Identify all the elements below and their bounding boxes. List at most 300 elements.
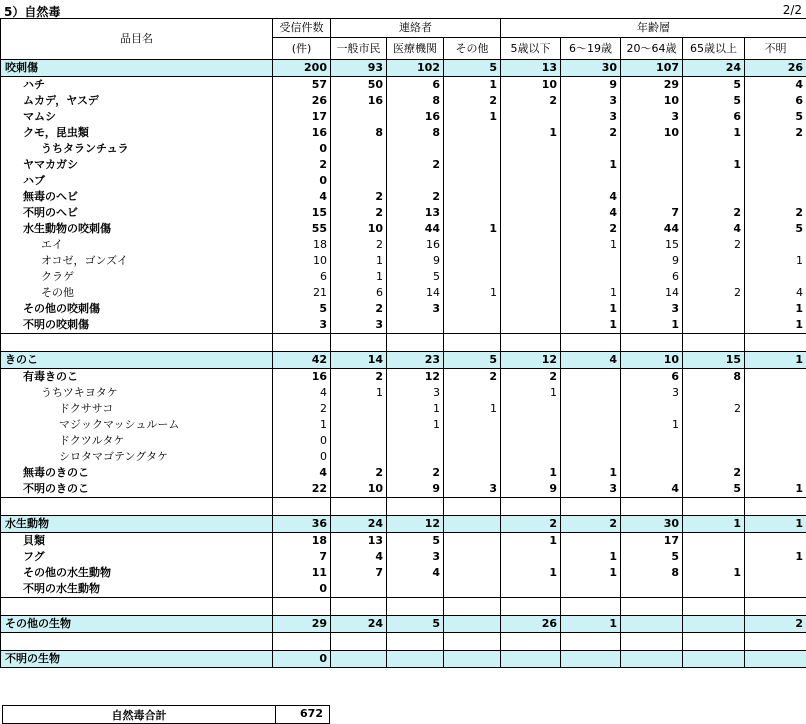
count-cell: 1	[444, 77, 501, 94]
received-count: 2	[273, 157, 331, 173]
count-cell	[444, 565, 501, 581]
received-count: 16	[273, 125, 331, 141]
age-header: 年齢層	[501, 19, 806, 38]
empty-cell	[561, 633, 621, 651]
item-name: その他の生物	[1, 616, 273, 633]
item-name: マジックマッシュルーム	[1, 417, 273, 433]
empty-cell	[273, 334, 331, 352]
count-cell: 9	[621, 253, 683, 269]
count-cell	[501, 651, 561, 668]
table-row	[1, 221, 806, 237]
count-cell: 10	[501, 77, 561, 94]
empty-cell	[561, 334, 621, 352]
col-header: 20～64歳	[621, 38, 683, 60]
count-cell	[745, 385, 806, 401]
count-cell	[745, 565, 806, 581]
received-count: 200	[273, 60, 331, 77]
count-cell: 1	[745, 317, 806, 334]
count-cell: 1	[683, 565, 745, 581]
total-label: 自然毒合計	[3, 707, 275, 723]
count-cell: 2	[501, 93, 561, 109]
col-header: 不明	[745, 38, 806, 60]
count-cell: 1	[501, 125, 561, 141]
empty-cell	[387, 334, 444, 352]
received-count: 0	[273, 651, 331, 668]
col-header: 医療機関	[387, 38, 444, 60]
received-count: 15	[273, 205, 331, 221]
count-cell: 6	[387, 77, 444, 94]
count-cell: 3	[387, 385, 444, 401]
received-count: 4	[273, 189, 331, 205]
count-cell: 7	[331, 565, 387, 581]
table-row	[1, 417, 806, 433]
table-row	[1, 401, 806, 417]
count-cell: 5	[683, 77, 745, 94]
item-name: きのこ	[1, 352, 273, 369]
item-name-header: 品目名	[1, 19, 273, 60]
empty-cell	[561, 598, 621, 616]
item-name: ハチ	[1, 77, 273, 94]
count-cell: 4	[621, 481, 683, 498]
count-cell: 1	[501, 385, 561, 401]
count-cell: 2	[683, 465, 745, 481]
count-cell	[387, 581, 444, 598]
col-header: その他	[444, 38, 501, 60]
item-name: 水生動物	[1, 516, 273, 533]
count-cell	[683, 616, 745, 633]
count-cell	[745, 269, 806, 285]
count-cell	[387, 173, 444, 189]
empty-cell	[1, 633, 273, 651]
category-row	[1, 60, 806, 77]
count-cell: 6	[621, 269, 683, 285]
item-name: 不明のヘビ	[1, 205, 273, 221]
count-cell: 9	[501, 481, 561, 498]
count-cell: 1	[745, 253, 806, 269]
count-cell: 2	[745, 205, 806, 221]
count-cell: 2	[444, 369, 501, 386]
count-cell: 2	[331, 189, 387, 205]
table-row	[1, 533, 806, 550]
count-cell: 24	[331, 616, 387, 633]
table-row	[1, 157, 806, 173]
count-cell	[501, 301, 561, 317]
count-cell	[331, 581, 387, 598]
received-count: 29	[273, 616, 331, 633]
count-cell: 2	[745, 616, 806, 633]
count-cell	[331, 433, 387, 449]
count-cell: 6	[331, 285, 387, 301]
count-cell	[683, 301, 745, 317]
count-cell	[501, 109, 561, 125]
count-cell: 1	[683, 516, 745, 533]
category-row	[1, 516, 806, 533]
count-cell: 10	[621, 93, 683, 109]
received-count: 16	[273, 369, 331, 386]
count-cell: 1	[683, 157, 745, 173]
table-row	[1, 317, 806, 334]
count-cell: 3	[561, 93, 621, 109]
count-cell: 8	[387, 125, 444, 141]
count-cell: 2	[683, 237, 745, 253]
count-cell	[621, 157, 683, 173]
received-count: 0	[273, 449, 331, 465]
count-cell	[331, 141, 387, 157]
count-cell	[561, 651, 621, 668]
count-cell: 1	[561, 157, 621, 173]
count-cell	[745, 465, 806, 481]
col-header: 65歳以上	[683, 38, 745, 60]
count-cell: 29	[621, 77, 683, 94]
item-name: 貝類	[1, 533, 273, 550]
count-cell: 2	[501, 369, 561, 386]
count-cell	[444, 125, 501, 141]
count-cell	[444, 205, 501, 221]
count-cell	[745, 401, 806, 417]
empty-cell	[561, 498, 621, 516]
count-cell	[745, 173, 806, 189]
table-row	[1, 549, 806, 565]
count-cell: 5	[387, 533, 444, 550]
count-cell	[501, 269, 561, 285]
empty-cell	[331, 498, 387, 516]
received-count: 42	[273, 352, 331, 369]
item-name: ドクツルタケ	[1, 433, 273, 449]
item-name: 不明のきのこ	[1, 481, 273, 498]
count-cell: 2	[683, 205, 745, 221]
count-cell	[561, 533, 621, 550]
received-count: 22	[273, 481, 331, 498]
empty-cell	[387, 498, 444, 516]
item-name: クモ，昆虫類	[1, 125, 273, 141]
count-cell: 5	[621, 549, 683, 565]
count-cell: 1	[561, 285, 621, 301]
count-cell	[683, 317, 745, 334]
count-cell: 4	[331, 549, 387, 565]
count-cell: 2	[331, 205, 387, 221]
count-cell	[501, 549, 561, 565]
received-count: 55	[273, 221, 331, 237]
count-cell: 4	[745, 285, 806, 301]
count-cell: 5	[387, 269, 444, 285]
count-cell: 8	[621, 565, 683, 581]
natural-toxin-table	[0, 18, 806, 668]
received-count: 10	[273, 253, 331, 269]
count-cell	[683, 417, 745, 433]
empty-cell	[683, 498, 745, 516]
item-name: ドクササコ	[1, 401, 273, 417]
table-row	[1, 481, 806, 498]
count-cell: 2	[331, 369, 387, 386]
count-cell: 10	[331, 481, 387, 498]
count-cell	[561, 173, 621, 189]
count-cell: 1	[501, 565, 561, 581]
count-cell: 1	[561, 465, 621, 481]
col-header: 6～19歳	[561, 38, 621, 60]
count-cell: 26	[501, 616, 561, 633]
table-row	[1, 125, 806, 141]
count-cell: 5	[745, 221, 806, 237]
count-cell: 1	[501, 533, 561, 550]
count-cell: 2	[387, 157, 444, 173]
received-count: 1	[273, 417, 331, 433]
empty-cell	[745, 334, 806, 352]
count-cell: 1	[387, 417, 444, 433]
received-count: 11	[273, 565, 331, 581]
count-cell	[683, 385, 745, 401]
spacer-row	[1, 598, 806, 616]
empty-cell	[745, 498, 806, 516]
count-cell: 1	[444, 401, 501, 417]
count-cell	[444, 417, 501, 433]
empty-cell	[1, 334, 273, 352]
count-cell	[387, 651, 444, 668]
empty-cell	[683, 633, 745, 651]
count-cell: 2	[331, 465, 387, 481]
item-name: ハブ	[1, 173, 273, 189]
count-cell: 1	[444, 221, 501, 237]
count-cell: 1	[501, 465, 561, 481]
empty-cell	[273, 498, 331, 516]
count-cell: 13	[331, 533, 387, 550]
table-row	[1, 189, 806, 205]
count-cell	[561, 581, 621, 598]
count-cell: 6	[683, 109, 745, 125]
count-cell	[561, 253, 621, 269]
count-cell: 5	[387, 616, 444, 633]
count-cell: 1	[621, 317, 683, 334]
count-cell: 10	[621, 352, 683, 369]
count-cell	[444, 173, 501, 189]
count-cell	[501, 237, 561, 253]
count-cell	[444, 651, 501, 668]
received-count: 3	[273, 317, 331, 334]
count-cell: 8	[387, 93, 444, 109]
count-cell: 2	[444, 93, 501, 109]
empty-cell	[621, 633, 683, 651]
item-name: オコゼ，ゴンズイ	[1, 253, 273, 269]
count-cell: 26	[745, 60, 806, 77]
count-cell: 7	[621, 205, 683, 221]
category-row	[1, 352, 806, 369]
count-cell: 2	[331, 237, 387, 253]
count-cell	[331, 109, 387, 125]
item-name: 無毒のヘビ	[1, 189, 273, 205]
count-cell: 3	[621, 385, 683, 401]
total-divider	[275, 706, 276, 723]
count-cell	[621, 465, 683, 481]
count-cell: 2	[561, 516, 621, 533]
empty-cell	[683, 598, 745, 616]
count-cell	[444, 317, 501, 334]
received-count: 18	[273, 533, 331, 550]
count-cell	[683, 433, 745, 449]
count-cell: 3	[621, 301, 683, 317]
count-cell: 16	[331, 93, 387, 109]
received-count: 21	[273, 285, 331, 301]
received-count: 17	[273, 109, 331, 125]
count-cell: 2	[683, 285, 745, 301]
empty-cell	[1, 498, 273, 516]
count-cell: 8	[331, 125, 387, 141]
count-cell	[444, 269, 501, 285]
count-cell	[745, 433, 806, 449]
category-row	[1, 616, 806, 633]
count-cell	[444, 253, 501, 269]
count-cell	[444, 141, 501, 157]
empty-cell	[683, 334, 745, 352]
count-cell	[444, 385, 501, 401]
count-cell: 10	[621, 125, 683, 141]
count-cell: 13	[501, 60, 561, 77]
spacer-row	[1, 633, 806, 651]
count-cell	[745, 533, 806, 550]
count-cell: 4	[745, 77, 806, 94]
count-cell: 5	[444, 60, 501, 77]
count-cell: 2	[387, 465, 444, 481]
count-cell: 2	[387, 189, 444, 205]
item-name: マムシ	[1, 109, 273, 125]
count-cell: 24	[331, 516, 387, 533]
empty-cell	[621, 598, 683, 616]
count-cell	[621, 449, 683, 465]
count-cell	[745, 417, 806, 433]
count-cell: 9	[387, 481, 444, 498]
item-name: フグ	[1, 549, 273, 565]
table-row	[1, 301, 806, 317]
count-cell	[745, 237, 806, 253]
empty-cell	[387, 633, 444, 651]
count-cell: 3	[561, 481, 621, 498]
item-name: 水生動物の咬刺傷	[1, 221, 273, 237]
count-cell: 13	[387, 205, 444, 221]
count-cell: 5	[745, 109, 806, 125]
count-cell: 1	[745, 516, 806, 533]
count-cell: 1	[561, 317, 621, 334]
table-row	[1, 109, 806, 125]
item-name: その他の水生動物	[1, 565, 273, 581]
empty-cell	[444, 334, 501, 352]
count-cell	[387, 317, 444, 334]
empty-cell	[444, 498, 501, 516]
count-cell	[621, 173, 683, 189]
count-cell	[561, 433, 621, 449]
received-count: 26	[273, 93, 331, 109]
count-cell	[745, 141, 806, 157]
total-box	[2, 705, 330, 724]
count-cell	[683, 581, 745, 598]
table-row	[1, 465, 806, 481]
count-cell	[501, 433, 561, 449]
count-cell: 12	[387, 369, 444, 386]
count-cell	[444, 237, 501, 253]
count-cell: 1	[331, 385, 387, 401]
received-count: 57	[273, 77, 331, 94]
table-row	[1, 565, 806, 581]
count-cell: 3	[387, 549, 444, 565]
received-count: 5	[273, 301, 331, 317]
count-cell	[501, 141, 561, 157]
table-row	[1, 205, 806, 221]
item-name: 無毒のきのこ	[1, 465, 273, 481]
empty-cell	[745, 598, 806, 616]
count-cell	[745, 651, 806, 668]
count-cell: 2	[331, 301, 387, 317]
count-cell: 2	[683, 401, 745, 417]
count-cell	[501, 221, 561, 237]
table-row	[1, 269, 806, 285]
empty-cell	[501, 334, 561, 352]
spacer-row	[1, 498, 806, 516]
item-name: 咬刺傷	[1, 60, 273, 77]
count-cell: 1	[444, 109, 501, 125]
empty-cell	[273, 598, 331, 616]
received-count: 0	[273, 173, 331, 189]
count-cell: 12	[501, 352, 561, 369]
count-cell	[745, 189, 806, 205]
table-row	[1, 77, 806, 94]
total-value: 672	[300, 707, 323, 720]
count-cell	[561, 417, 621, 433]
empty-cell	[444, 598, 501, 616]
count-cell	[621, 141, 683, 157]
count-cell: 107	[621, 60, 683, 77]
count-cell	[331, 173, 387, 189]
count-cell	[745, 449, 806, 465]
empty-cell	[501, 633, 561, 651]
count-cell	[501, 189, 561, 205]
count-cell	[501, 173, 561, 189]
count-cell: 1	[745, 352, 806, 369]
received-count: 18	[273, 237, 331, 253]
count-cell: 16	[387, 237, 444, 253]
empty-cell	[1, 598, 273, 616]
count-cell: 1	[683, 125, 745, 141]
count-cell: 5	[444, 352, 501, 369]
count-cell: 14	[621, 285, 683, 301]
item-name: その他	[1, 285, 273, 301]
count-cell	[683, 651, 745, 668]
count-cell	[683, 533, 745, 550]
count-cell: 1	[444, 285, 501, 301]
count-cell	[621, 581, 683, 598]
item-name: 不明の咬刺傷	[1, 317, 273, 334]
received-count: 0	[273, 141, 331, 157]
count-cell	[444, 157, 501, 173]
count-cell	[444, 465, 501, 481]
count-cell	[501, 253, 561, 269]
count-cell	[444, 516, 501, 533]
count-cell	[683, 253, 745, 269]
table-row	[1, 581, 806, 598]
count-cell	[501, 157, 561, 173]
count-cell: 16	[387, 109, 444, 125]
count-cell	[683, 449, 745, 465]
count-cell: 24	[683, 60, 745, 77]
count-cell: 50	[331, 77, 387, 94]
received-count: 7	[273, 549, 331, 565]
table-row	[1, 141, 806, 157]
count-cell: 14	[331, 352, 387, 369]
count-cell	[621, 616, 683, 633]
count-cell	[331, 449, 387, 465]
count-cell: 1	[561, 237, 621, 253]
received-count: 6	[273, 269, 331, 285]
count-cell	[683, 269, 745, 285]
count-cell: 9	[387, 253, 444, 269]
item-name: シロタマゴテングタケ	[1, 449, 273, 465]
received-count: 4	[273, 385, 331, 401]
